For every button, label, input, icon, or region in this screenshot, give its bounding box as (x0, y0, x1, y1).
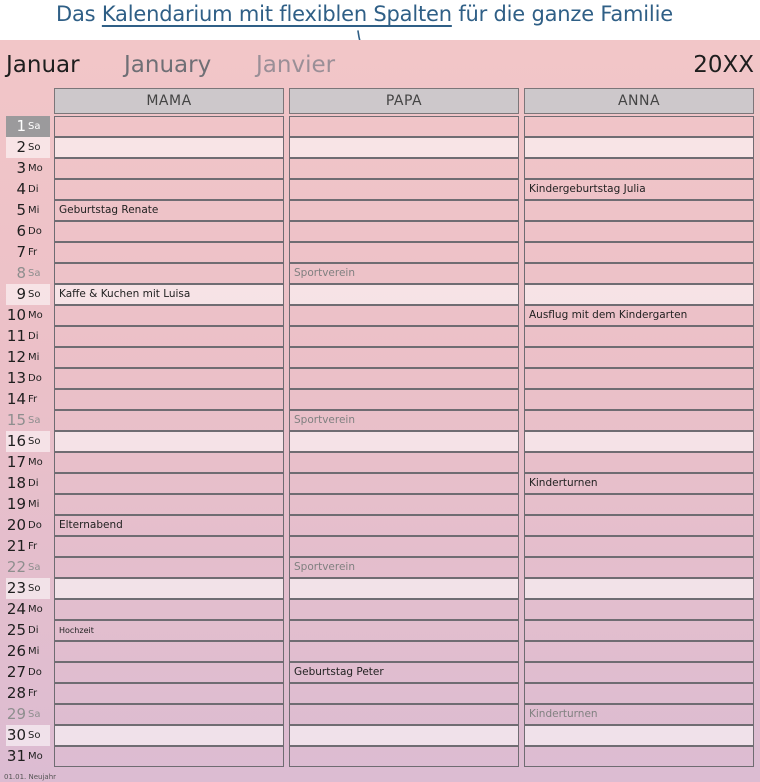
day-label (6, 494, 50, 515)
calendar-cell[interactable] (54, 347, 284, 368)
day-label (6, 410, 50, 431)
calendar-cell[interactable] (524, 158, 754, 179)
day-label (6, 515, 50, 536)
day-number: 15 (6, 411, 26, 429)
calendar-cell[interactable] (54, 683, 284, 704)
calendar-cell[interactable] (524, 557, 754, 578)
calendar-cell[interactable] (524, 599, 754, 620)
day-number: 18 (6, 474, 26, 492)
calendar-cell[interactable] (524, 263, 754, 284)
calendar-cell[interactable] (524, 242, 754, 263)
caption-highlight: Kalendarium mit flexiblen Spalten (101, 2, 452, 26)
weekday-label: Di (28, 184, 39, 195)
caption-after: für die ganze Familie (451, 2, 673, 26)
calendar-cell[interactable] (524, 746, 754, 767)
weekday-label: So (28, 289, 41, 300)
calendar-cell[interactable] (54, 704, 284, 725)
day-label (6, 368, 50, 389)
calendar-cell[interactable] (289, 284, 519, 305)
calendar-cell[interactable] (54, 494, 284, 515)
weekday-label: Fr (28, 394, 38, 405)
calendar-cell[interactable] (524, 515, 754, 536)
day-label (6, 557, 50, 578)
day-number: 7 (16, 243, 26, 261)
calendar-cell[interactable] (524, 683, 754, 704)
calendar-cell[interactable] (289, 473, 519, 494)
day-label (6, 599, 50, 620)
calendar-cell[interactable] (524, 137, 754, 158)
weekday-label: Mo (28, 163, 43, 174)
calendar-cell[interactable] (524, 221, 754, 242)
day-number: 9 (16, 285, 26, 303)
calendar-cell[interactable] (54, 179, 284, 200)
weekday-label: Fr (28, 541, 38, 552)
calendar-cell[interactable] (289, 494, 519, 515)
day-label (6, 389, 50, 410)
calendar-cell[interactable] (54, 242, 284, 263)
day-number: 5 (16, 201, 26, 219)
weekday-label: Mo (28, 310, 43, 321)
calendar-cell[interactable] (54, 452, 284, 473)
calendar-cell[interactable] (54, 410, 284, 431)
calendar-cell[interactable]: Sportverein (289, 263, 519, 284)
month-english: January (124, 52, 212, 78)
calendar-cell[interactable]: Ausflug mit dem Kindergarten (524, 305, 754, 326)
weekday-label: Mo (28, 457, 43, 468)
calendar-cell[interactable] (289, 515, 519, 536)
calendar-cell[interactable] (54, 263, 284, 284)
day-label (6, 284, 50, 305)
calendar-cell[interactable] (54, 641, 284, 662)
calendar-cell[interactable] (54, 116, 284, 137)
column-header-anna: ANNA (524, 88, 754, 114)
calendar-cell[interactable] (289, 620, 519, 641)
calendar-cell[interactable] (289, 116, 519, 137)
day-label (6, 452, 50, 473)
calendar-cell[interactable] (289, 704, 519, 725)
day-label (6, 473, 50, 494)
calendar-cell[interactable] (524, 494, 754, 515)
calendar-cell[interactable] (524, 326, 754, 347)
weekday-label: Sa (28, 121, 41, 132)
day-number: 4 (16, 180, 26, 198)
calendar-cell[interactable]: Sportverein (289, 557, 519, 578)
day-label (6, 431, 50, 452)
calendar-cell[interactable] (54, 746, 284, 767)
weekday-label: Di (28, 478, 39, 489)
day-number: 31 (6, 747, 26, 765)
day-label (6, 662, 50, 683)
weekday-label: Sa (28, 268, 41, 279)
calendar-cell[interactable] (289, 137, 519, 158)
calendar-cell[interactable] (54, 158, 284, 179)
calendar-cell[interactable] (524, 662, 754, 683)
day-label (6, 158, 50, 179)
calendar-cell[interactable] (524, 347, 754, 368)
weekday-label: Sa (28, 562, 41, 573)
day-number: 23 (6, 579, 26, 597)
day-number: 24 (6, 600, 26, 618)
calendar-cell[interactable] (54, 368, 284, 389)
calendar-cell[interactable] (289, 683, 519, 704)
calendar-cell[interactable]: Kaffe & Kuchen mit Luisa (54, 284, 284, 305)
day-number: 2 (16, 138, 26, 156)
weekday-label: Mi (28, 499, 40, 510)
calendar-cell[interactable] (289, 599, 519, 620)
day-number: 22 (6, 558, 26, 576)
calendar-cell[interactable]: Kinderturnen (524, 704, 754, 725)
calendar-cell[interactable] (289, 578, 519, 599)
calendar-cell[interactable] (289, 431, 519, 452)
calendar-cell[interactable]: Geburtstag Renate (54, 200, 284, 221)
day-label (6, 242, 50, 263)
calendar-cell[interactable]: Kinderturnen (524, 473, 754, 494)
day-number: 21 (6, 537, 26, 555)
calendar-cell[interactable]: Hochzeit (54, 620, 284, 641)
calendar-page (0, 40, 760, 782)
day-number: 17 (6, 453, 26, 471)
month-german: Januar (6, 52, 80, 78)
column-header-mama: MAMA (54, 88, 284, 114)
day-number: 3 (16, 159, 26, 177)
day-number: 29 (6, 705, 26, 723)
day-label (6, 263, 50, 284)
weekday-label: So (28, 436, 41, 447)
weekday-label: Di (28, 625, 39, 636)
month-french: Janvier (256, 52, 336, 78)
day-number: 19 (6, 495, 26, 513)
day-label (6, 305, 50, 326)
calendar-cell[interactable] (524, 452, 754, 473)
calendar-cell[interactable]: Sportverein (289, 410, 519, 431)
calendar-cell[interactable] (54, 725, 284, 746)
day-label (6, 620, 50, 641)
calendar-cell[interactable] (54, 221, 284, 242)
calendar-cell[interactable] (54, 389, 284, 410)
day-number: 13 (6, 369, 26, 387)
calendar-cell[interactable] (524, 725, 754, 746)
calendar-cell[interactable] (524, 431, 754, 452)
calendar-cell[interactable] (289, 368, 519, 389)
weekday-label: Mo (28, 751, 43, 762)
calendar-cell[interactable] (524, 284, 754, 305)
day-number: 8 (16, 264, 26, 282)
holiday-note: 01.01. Neujahr (4, 773, 57, 781)
weekday-label: Mi (28, 205, 40, 216)
day-number: 30 (6, 726, 26, 744)
year: 20XX (693, 52, 754, 78)
calendar-cell[interactable] (54, 578, 284, 599)
weekday-label: Do (28, 226, 42, 237)
calendar-cell[interactable] (524, 116, 754, 137)
calendar-cell[interactable] (289, 221, 519, 242)
day-number: 28 (6, 684, 26, 702)
day-number: 1 (16, 117, 26, 135)
day-number: 16 (6, 432, 26, 450)
weekday-label: Sa (28, 709, 41, 720)
weekday-label: Mi (28, 646, 40, 657)
weekday-label: Fr (28, 247, 38, 258)
day-number: 26 (6, 642, 26, 660)
calendar-cell[interactable] (289, 305, 519, 326)
calendar-cell[interactable] (54, 536, 284, 557)
column-header-papa: PAPA (289, 88, 519, 114)
calendar-cell[interactable] (524, 389, 754, 410)
day-number: 25 (6, 621, 26, 639)
weekday-label: Fr (28, 688, 38, 699)
day-label (6, 116, 50, 137)
calendar-cell[interactable] (524, 200, 754, 221)
caption-text (56, 2, 673, 26)
calendar-cell[interactable] (524, 641, 754, 662)
day-number: 12 (6, 348, 26, 366)
day-number: 27 (6, 663, 26, 681)
calendar-cell[interactable]: Kindergeburtstag Julia (524, 179, 754, 200)
calendar-cell[interactable] (289, 179, 519, 200)
calendar-cell[interactable] (289, 242, 519, 263)
calendar-cell[interactable] (289, 452, 519, 473)
weekday-label: Do (28, 667, 42, 678)
weekday-label: So (28, 142, 41, 153)
calendar-cell[interactable]: Elternabend (54, 515, 284, 536)
calendar-cell[interactable] (524, 578, 754, 599)
calendar-cell[interactable] (289, 326, 519, 347)
day-number: 14 (6, 390, 26, 408)
weekday-label: Di (28, 331, 39, 342)
weekday-label: Mo (28, 604, 43, 615)
day-number: 10 (6, 306, 26, 324)
day-label (6, 578, 50, 599)
day-label (6, 641, 50, 662)
calendar-cell[interactable] (289, 641, 519, 662)
calendar-cell[interactable] (289, 536, 519, 557)
day-label (6, 137, 50, 158)
calendar-cell[interactable] (289, 389, 519, 410)
weekday-label: Do (28, 520, 42, 531)
day-label (6, 221, 50, 242)
caption (0, 0, 760, 40)
weekday-label: So (28, 583, 41, 594)
calendar-cell[interactable]: Geburtstag Peter (289, 662, 519, 683)
day-label (6, 200, 50, 221)
day-label (6, 683, 50, 704)
calendar-cell[interactable] (54, 431, 284, 452)
day-number: 11 (6, 327, 26, 345)
calendar-cell[interactable] (54, 599, 284, 620)
calendar-cell[interactable] (289, 746, 519, 767)
calendar-cell[interactable] (54, 473, 284, 494)
weekday-label: Do (28, 373, 42, 384)
day-label (6, 536, 50, 557)
day-label (6, 704, 50, 725)
day-number: 20 (6, 516, 26, 534)
day-number: 6 (16, 222, 26, 240)
weekday-label: Mi (28, 352, 40, 363)
calendar-cell[interactable] (289, 347, 519, 368)
calendar-cell[interactable] (289, 158, 519, 179)
day-label (6, 746, 50, 767)
calendar-cell[interactable] (524, 536, 754, 557)
calendar-cell[interactable] (289, 200, 519, 221)
calendar-cell[interactable] (524, 368, 754, 389)
weekday-label: So (28, 730, 41, 741)
calendar-cell[interactable] (524, 620, 754, 641)
caption-before: Das (56, 2, 102, 26)
calendar-cell[interactable] (54, 137, 284, 158)
calendar-cell[interactable] (54, 326, 284, 347)
day-label (6, 347, 50, 368)
day-label (6, 326, 50, 347)
calendar-cell[interactable] (54, 662, 284, 683)
calendar-cell[interactable] (54, 557, 284, 578)
day-label (6, 725, 50, 746)
calendar-cell[interactable] (54, 305, 284, 326)
weekday-label: Sa (28, 415, 41, 426)
day-label (6, 179, 50, 200)
calendar-cell[interactable] (524, 410, 754, 431)
calendar-cell[interactable] (289, 725, 519, 746)
